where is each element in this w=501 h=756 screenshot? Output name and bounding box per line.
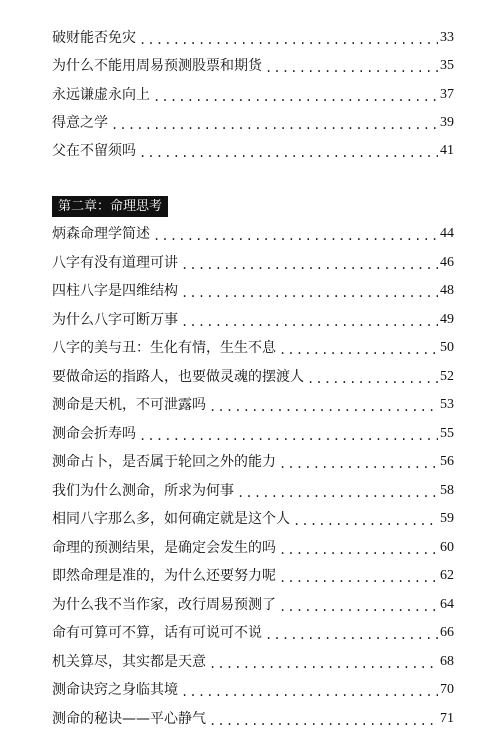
- toc-entry: [52, 452, 454, 472]
- toc-leader-dots: [276, 542, 438, 558]
- toc-entry: [52, 709, 454, 729]
- toc-entry-page: 33: [440, 30, 454, 45]
- toc-entry-title: 相同八字那么多，如何确定就是这个人: [52, 511, 290, 527]
- toc-leader-dots: [276, 456, 438, 472]
- toc-entry-title: 八字的美与丑：生化有情，生生不息: [52, 340, 276, 356]
- toc-entry-page: 39: [440, 115, 454, 130]
- toc-entry: [52, 253, 454, 273]
- toc-entry-page: 35: [440, 58, 454, 73]
- toc-leader-dots: [206, 399, 438, 415]
- toc-entry-title: 命有可算可不算，话有可说可不说: [52, 625, 262, 641]
- toc-leader-dots: [262, 627, 438, 643]
- toc-entry-title: 要做命运的指路人，也要做灵魂的摆渡人: [52, 369, 304, 385]
- toc-leader-dots: [206, 656, 438, 672]
- toc-leader-dots: [178, 684, 438, 700]
- toc-entry-title: 测命诀窍之身临其境: [52, 682, 178, 698]
- toc-entry-title: 四柱八字是四维结构: [52, 283, 178, 299]
- toc-entry-page: 46: [440, 255, 454, 270]
- toc-entry: [52, 424, 454, 444]
- toc-entry-page: 58: [440, 483, 454, 498]
- toc-entry: [52, 113, 454, 133]
- toc-leader-dots: [136, 428, 438, 444]
- toc-entry-title: 机关算尽，其实都是天意: [52, 654, 206, 670]
- toc-entry: [52, 338, 454, 358]
- toc-leader-dots: [108, 117, 438, 133]
- toc-entry-page: 56: [440, 454, 454, 469]
- toc-entry-title: 即然命理是准的，为什么还要努力呢: [52, 568, 276, 584]
- toc-entry: [52, 680, 454, 700]
- toc-entry-page: 53: [440, 397, 454, 412]
- toc-leader-dots: [136, 145, 438, 161]
- toc-leader-dots: [304, 371, 438, 387]
- toc-entry-title: 我们为什么测命，所求为何事: [52, 483, 234, 499]
- toc-entry-page: 68: [440, 654, 454, 669]
- toc-entry: [52, 310, 454, 330]
- toc-entry: [52, 367, 454, 387]
- toc-leader-dots: [206, 713, 438, 729]
- toc-entry: [52, 224, 454, 244]
- toc-entry-title: 命理的预测结果，是确定会发生的吗: [52, 540, 276, 556]
- toc-leader-dots: [276, 570, 438, 586]
- toc-entry-title: 父在不留须吗: [52, 143, 136, 159]
- toc-entry: [52, 509, 454, 529]
- toc-entry-page: 59: [440, 511, 454, 526]
- toc-entry-page: 66: [440, 625, 454, 640]
- toc-entry-title: 为什么八字可断万事: [52, 312, 178, 328]
- toc-entry: [52, 595, 454, 615]
- toc-entry-page: 49: [440, 312, 454, 327]
- toc-entry-page: 41: [440, 143, 454, 158]
- toc-leader-dots: [150, 228, 438, 244]
- toc-entry-title: 永远谦虚永向上: [52, 87, 150, 103]
- toc-leader-dots: [262, 60, 438, 76]
- toc-leader-dots: [178, 285, 438, 301]
- toc-entry-title: 八字有没有道理可讲: [52, 255, 178, 271]
- toc-entry: [52, 56, 454, 76]
- toc-leader-dots: [276, 342, 438, 358]
- toc-entry-title: 测命的秘诀——平心静气: [52, 711, 206, 727]
- toc-leader-dots: [150, 89, 438, 105]
- toc-entry-title: 为什么不能用周易预测股票和期货: [52, 58, 262, 74]
- toc-entry-page: 62: [440, 568, 454, 583]
- toc-leader-dots: [276, 599, 438, 615]
- toc-entry-title: 测命是天机，不可泄露吗: [52, 397, 206, 413]
- toc-entry-page: 50: [440, 340, 454, 355]
- toc-entry: [52, 141, 454, 161]
- toc-entry: [52, 85, 454, 105]
- toc-entry: [52, 652, 454, 672]
- toc-entry-page: 70: [440, 682, 454, 697]
- toc-entry-title: 得意之学: [52, 115, 108, 131]
- toc-leader-dots: [136, 32, 438, 48]
- toc-entry: [52, 566, 454, 586]
- toc-entry-title: 炳森命理学简述: [52, 226, 150, 242]
- toc-entry-page: 71: [440, 711, 454, 726]
- toc-entry-page: 64: [440, 597, 454, 612]
- toc-entry-page: 60: [440, 540, 454, 555]
- chapter-header: 第二章：命理思考: [52, 196, 168, 217]
- toc-entry: [52, 538, 454, 558]
- toc-entry-title: 测命占卜，是否属于轮回之外的能力: [52, 454, 276, 470]
- toc-leader-dots: [290, 513, 438, 529]
- toc-entry: [52, 395, 454, 415]
- toc-leader-dots: [234, 485, 438, 501]
- toc-leader-dots: [178, 257, 438, 273]
- toc-entry-page: 48: [440, 283, 454, 298]
- toc-entry-page: 37: [440, 87, 454, 102]
- toc-entry-title: 为什么我不当作家，改行周易预测了: [52, 597, 276, 613]
- toc-entry-title: 测命会折寿吗: [52, 426, 136, 442]
- toc-leader-dots: [178, 314, 438, 330]
- toc-entry-page: 52: [440, 369, 454, 384]
- toc-entry-page: 55: [440, 426, 454, 441]
- toc-entry-title: 破财能否免灾: [52, 30, 136, 46]
- toc-entry: [52, 481, 454, 501]
- toc-entry: [52, 623, 454, 643]
- toc-entry-page: 44: [440, 226, 454, 241]
- toc-entry: [52, 281, 454, 301]
- toc-entry: [52, 28, 454, 48]
